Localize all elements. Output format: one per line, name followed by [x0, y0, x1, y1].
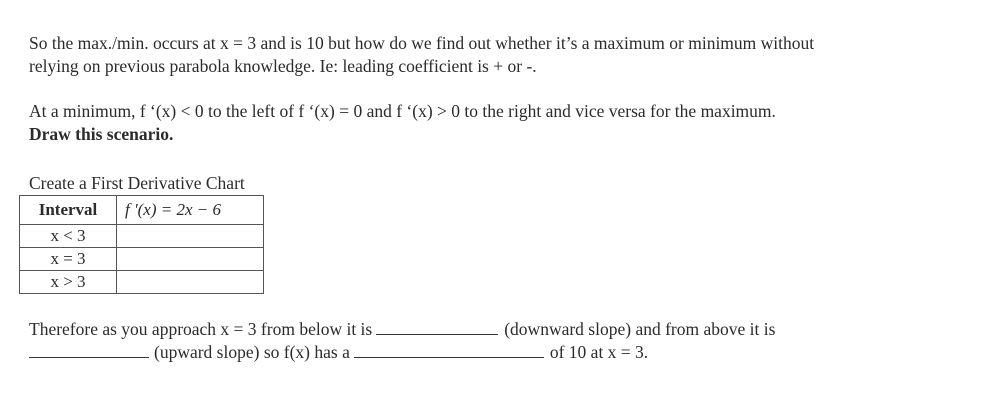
conclusion-text-part2: (downward slope) and from above it is: [504, 319, 776, 339]
conclusion-text-part1: Therefore as you approach x = 3 from below it is: [29, 319, 373, 339]
conclusion-line-1: [29, 318, 775, 341]
interval-cell: x > 3: [20, 271, 117, 294]
interval-cell: x = 3: [20, 248, 117, 271]
chart-header-row: [20, 196, 264, 225]
table-row: [20, 225, 264, 248]
first-derivative-chart: [19, 195, 264, 294]
derivative-sign-cell[interactable]: [117, 271, 264, 294]
min-max-paragraph: [29, 100, 776, 146]
conclusion-line-2: [29, 341, 775, 364]
derivative-sign-cell[interactable]: [117, 248, 264, 271]
interval-cell: x < 3: [20, 225, 117, 248]
derivative-sign-cell[interactable]: [117, 225, 264, 248]
intro-line-2: relying on previous parabola knowledge. Ie: leading coefficient is + or -.: [29, 56, 537, 76]
table-row: [20, 271, 264, 294]
draw-scenario-instruction: Draw this scenario.: [29, 124, 174, 144]
derivative-header: f '(x) = 2x − 6: [117, 196, 264, 225]
conclusion-text-part4: of 10 at x = 3.: [549, 342, 649, 362]
intro-line-1: So the max./min. occurs at x = 3 and is 10 but how do we find out whether it’s a maximum or minimum without: [29, 33, 815, 53]
answer-blank-above[interactable]: [29, 342, 149, 358]
chart-title: Create a First Derivative Chart: [29, 173, 245, 193]
conclusion-paragraph: [29, 318, 775, 364]
answer-blank-extremum[interactable]: [354, 342, 544, 358]
min-max-line-1: At a minimum, f ‘(x) < 0 to the left of f ‘(x) = 0 and f ‘(x) > 0 to the right and vice versa for the maximum.: [29, 101, 776, 121]
interval-header: Interval: [20, 196, 117, 225]
table-row: [20, 248, 264, 271]
answer-blank-below[interactable]: [376, 319, 498, 335]
conclusion-text-part3: (upward slope) so f(x) has a: [154, 342, 350, 362]
intro-paragraph: [29, 32, 814, 78]
